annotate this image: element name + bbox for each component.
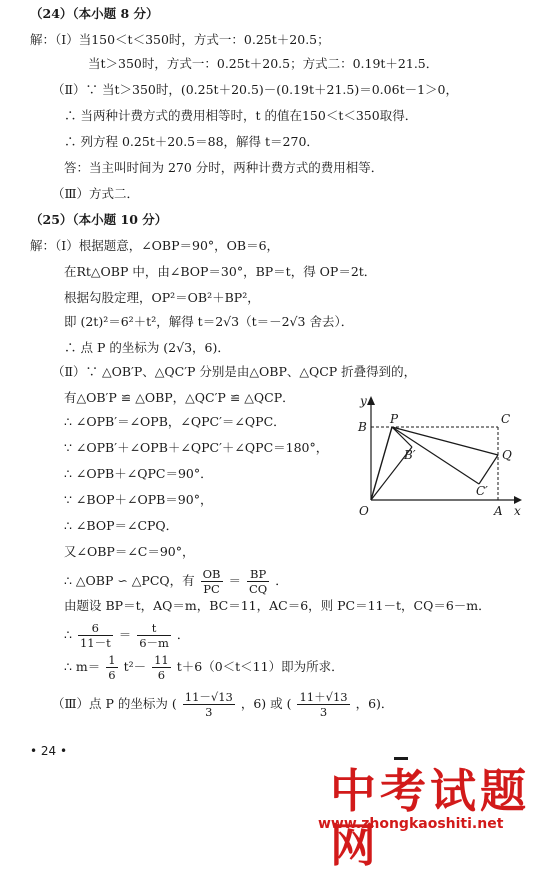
label-c: C [501,412,511,426]
q24-part2-line2: ∴ 当两种计费方式的费用相等时，t 的值在150＜t＜350取得． [64,108,418,123]
fraction-1-6: $\frac{1}{6}$ [108,653,116,682]
label-y: y [360,395,367,408]
fraction-bp-cq: $\frac{BP}{CQ}$ [249,567,268,596]
q25-line2: 在Rt△OBP 中，由∠BOP＝30°，BP＝t，得 OP＝2t． [64,264,377,279]
segment-c-prime-q [479,455,498,484]
q24-part1-line1: 解：（Ⅰ）当150＜t＜350时，方式一：0.25t＋20.5； [30,32,330,47]
q25-line10: ∴ ∠OPB＋∠QPC＝90°． [64,466,213,481]
segment-op [371,427,392,500]
q25-line3: 根据勾股定理，OP²＝OB²＋BP²， [64,290,260,305]
label-q: Q [502,448,512,462]
fraction-t-over-6-m: $\frac{t}{6-m}$ [139,621,169,650]
watermark-logo-text: 中考试题网 [330,764,530,872]
fraction-11-minus-sqrt13: $\frac{11-√13}{3}$ [184,690,233,719]
q24-header: （24）（本小题 8 分） [30,6,159,21]
q25-line6: （Ⅱ）∵ △OB′P、△QC′P 分别是由△OBP、△QCP 折叠得到的， [52,364,417,379]
q24-answer: 答：当主叫时间为 270 分时，两种计费方式的费用相等． [64,160,384,175]
label-o: O [359,504,369,518]
q25-line17: ∴ m＝ $\frac{1}{6}$ t²－ $\frac{11}{6}$ t＋6（0＜t＜11）即为所求． [64,653,344,682]
q24-part1-line2: 当t＞350时，方式一：0.25t＋20.5；方式二：0.19t＋21.5． [88,56,439,71]
q25-line8: ∴ ∠OPB′＝∠OPB，∠QPC′＝∠QPC． [64,414,286,429]
y-axis-arrow [367,396,375,405]
q25-line4: 即 (2t)²＝6²＋t²，解得 t＝2√3（t＝－2√3 舍去）． [64,314,354,329]
label-p: P [390,412,399,426]
q25-line11: ∵ ∠BOP＋∠OPB＝90°， [64,492,213,507]
x-axis-arrow [514,496,522,504]
dash-mark [394,757,408,760]
label-b: B [358,420,367,434]
label-a: A [494,504,503,518]
fraction-6-over-11-t: $\frac{6}{11-t}$ [79,621,111,650]
q24-part2-line1: （Ⅱ）∵ 当t＞350时，(0.25t＋20.5)－(0.19t＋21.5)＝0.06t－1＞0， [52,82,458,97]
fraction-11-6: $\frac{11}{6}$ [154,653,169,682]
q25-line7: 有△OB′P ≌ △OBP，△QC′P ≌ △QCP． [64,390,295,405]
label-c-prime: C′ [476,484,488,498]
q24-part2-line3: ∴ 列方程 0.25t＋20.5＝88，解得 t＝270． [64,134,319,149]
folding-geometry-figure [346,395,526,520]
watermark-url: www.zhongkaoshiti.net [318,816,504,832]
q25-line15: 由题设 BP＝t，AQ＝m，BC＝11，AC＝6，则 PC＝11－t，CQ＝6－m． [64,598,491,613]
page-number: • 24 • [30,744,68,758]
q25-line14-prefix: ∴ △OBP ∽ △PCQ，有 [64,573,195,588]
q25-header: （25）（本小题 10 分） [30,212,168,227]
label-x: x [514,504,521,518]
q25-line16: ∴ $\frac{6}{11-t}$ ＝ $\frac{t}{6-m}$ ． [64,621,190,650]
q25-line1: 解：（Ⅰ）根据题意，∠OBP＝90°，OB＝6， [30,238,280,253]
fraction-ob-pc: $\frac{OB}{PC}$ [202,567,221,596]
q25-line13: 又∠OBP＝∠C＝90°， [64,544,195,559]
q25-line14: ∴ △OBP ∽ △PCQ，有 $\frac{OB}{PC}$ ＝ $\frac{BP}{CQ}$ ． [64,567,288,596]
q25-line18: （Ⅲ）点 P 的坐标为 ( $\frac{11-√13}{3}$ ，6) 或 ( $\frac{11+√13}{3}$ ，6)． [52,690,394,719]
q24-part3: （Ⅲ）方式二． [52,186,140,201]
q25-line9: ∵ ∠OPB′＋∠OPB＋∠QPC′＋∠QPC＝180°， [64,440,329,455]
label-b-prime: B′ [404,448,416,462]
q25-line12: ∴ ∠BOP＝∠CPQ． [64,518,179,533]
fraction-11-plus-sqrt13: $\frac{11+√13}{3}$ [299,690,348,719]
q25-line5: ∴ 点 P 的坐标为 (2√3，6)． [64,340,230,355]
